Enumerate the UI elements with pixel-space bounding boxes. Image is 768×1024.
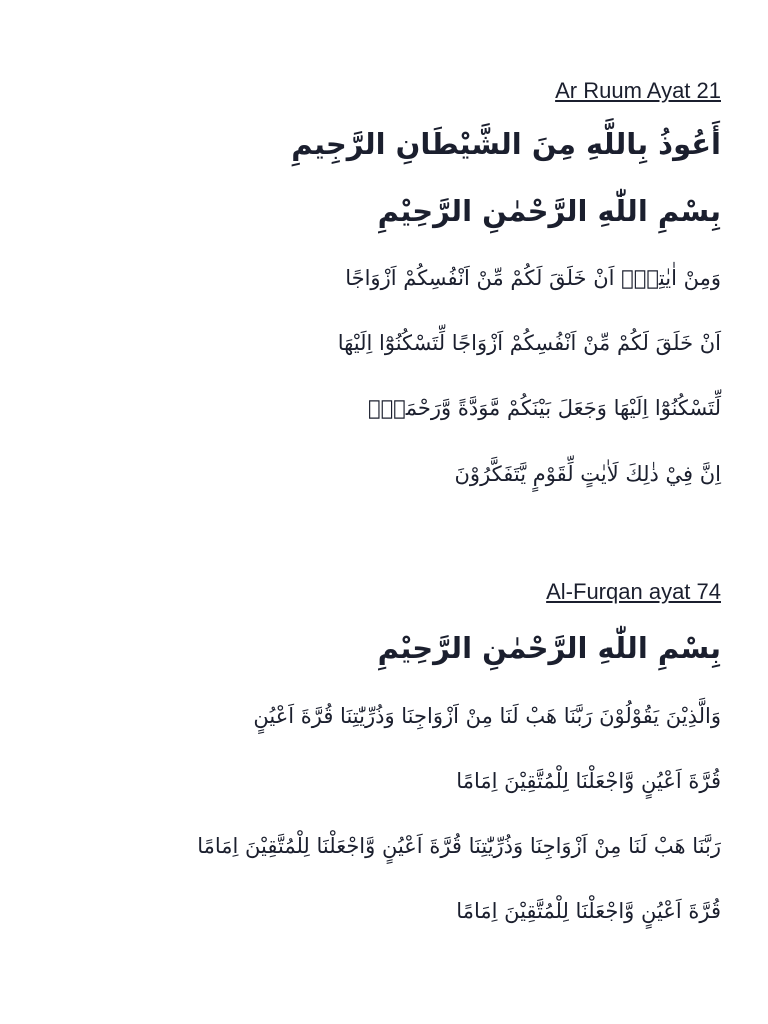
verse-line: رَبَّنَا هَبْ لَنَا مِنْ اَزْوَاجِنَا وَذُرِّيّٰتِنَا قُرَّةَ اَعْيُنٍ وَّاجْعَلْنَا لِلْمُتَّقِيْنَ اِمَامًا — [197, 834, 721, 858]
verse-line: قُرَّةَ اَعْيُنٍ وَّاجْعَلْنَا لِلْمُتَّقِيْنَ اِمَامًا — [456, 899, 721, 923]
basmala-line: بِسْمِ اللّٰهِ الرَّحْمٰنِ الرَّحِيْمِ — [377, 194, 721, 228]
verse-line: وَالَّذِيْنَ يَقُوْلُوْنَ رَبَّنَا هَبْ لَنَا مِنْ اَزْوَاجِنَا وَذُرِّيّٰتِنَا قُرَّةَ اَعْيُنٍ — [253, 704, 721, 728]
basmala-line: بِسْمِ اللّٰهِ الرَّحْمٰنِ الرَّحِيْمِ — [377, 631, 721, 665]
section-heading: Al-Furqan ayat 74 — [546, 579, 721, 604]
verse-line: لِّتَسْكُنُوْٓا اِلَيْهَا وَجَعَلَ بَيْنَكُمْ مَّوَدَّةً وَّرَحْمَةًۗ — [367, 396, 721, 420]
verse-line: قُرَّةَ اَعْيُنٍ وَّاجْعَلْنَا لِلْمُتَّقِيْنَ اِمَامًا — [456, 769, 721, 793]
verse-line: اِنَّ فِيْ ذٰلِكَ لَاٰيٰتٍ لِّقَوْمٍ يَّتَفَكَّرُوْنَ — [454, 462, 721, 486]
verse-line: وَمِنْ اٰيٰتِهٖٓ اَنْ خَلَقَ لَكُمْ مِّنْ اَنْفُسِكُمْ اَزْوَاجًا — [345, 266, 721, 290]
section-heading: Ar Ruum Ayat 21 — [555, 78, 721, 103]
taawudh-line: أَعُوذُ بِاللَّهِ مِنَ الشَّيْطَانِ الرَّجِيمِ — [291, 127, 721, 161]
verse-line: اَنْ خَلَقَ لَكُمْ مِّنْ اَنْفُسِكُمْ اَزْوَاجًا لِّتَسْكُنُوْٓا اِلَيْهَا — [337, 331, 721, 355]
